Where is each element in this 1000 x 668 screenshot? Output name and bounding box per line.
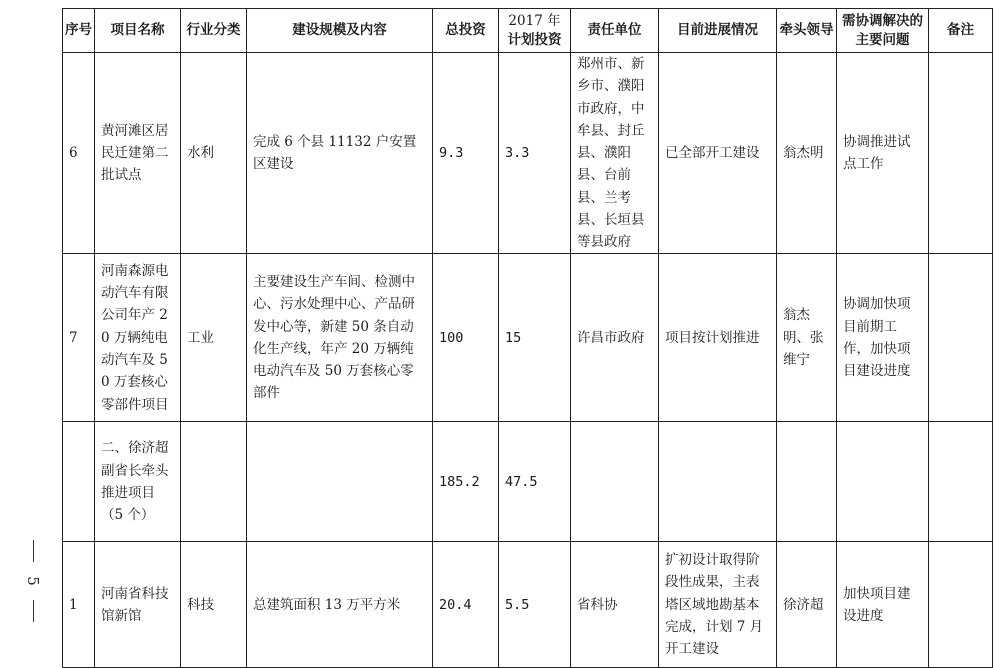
cell-progress: 扩初设计取得阶段性成果，主表塔区域地勘基本完成，计划 7 月开工建设 bbox=[659, 542, 777, 668]
cell-industry bbox=[181, 422, 247, 542]
cell-leader bbox=[777, 422, 837, 542]
cell-scope: 总建筑面积 13 万平方米 bbox=[247, 542, 433, 668]
cell-industry: 工业 bbox=[181, 254, 247, 422]
cell-industry: 水利 bbox=[181, 53, 247, 254]
header-industry: 行业分类 bbox=[181, 9, 247, 53]
header-name: 项目名称 bbox=[95, 9, 181, 53]
cell-leader: 翁杰明、张维宁 bbox=[777, 254, 837, 422]
cell-name: 河南森源电动汽车有限公司年产 20 万辆纯电动汽车及 50 万套核心零部件项目 bbox=[95, 254, 181, 422]
cell-plan: 47.5 bbox=[499, 422, 571, 542]
table-row bbox=[63, 542, 993, 668]
cell-issue: 协调加快项目前期工作，加快项目建设进度 bbox=[837, 254, 929, 422]
cell-seq: 7 bbox=[63, 254, 95, 422]
cell-name: 二、徐济超副省长牵头推进项目（5 个） bbox=[95, 422, 181, 542]
project-table bbox=[62, 8, 993, 668]
cell-remark bbox=[929, 422, 993, 542]
cell-unit bbox=[571, 422, 659, 542]
cell-scope bbox=[247, 422, 433, 542]
header-issue-line1: 需协调解决的 bbox=[842, 13, 923, 30]
cell-name: 河南省科技馆新馆 bbox=[95, 542, 181, 668]
header-scope: 建设规模及内容 bbox=[247, 9, 433, 53]
cell-issue: 协调推进试点工作 bbox=[837, 53, 929, 254]
cell-total: 185.2 bbox=[433, 422, 499, 542]
cell-plan: 5.5 bbox=[499, 542, 571, 668]
cell-remark bbox=[929, 542, 993, 668]
cell-unit: 许昌市政府 bbox=[571, 254, 659, 422]
cell-industry: 科技 bbox=[181, 542, 247, 668]
cell-name: 黄河滩区居民迁建第二批试点 bbox=[95, 53, 181, 254]
cell-total: 20.4 bbox=[433, 542, 499, 668]
cell-issue: 加快项目建设进度 bbox=[837, 542, 929, 668]
cell-progress: 已全部开工建设 bbox=[659, 53, 777, 254]
header-plan-year: 2017 年 bbox=[508, 13, 561, 30]
header-leader: 牵头领导 bbox=[777, 9, 837, 53]
page-number bbox=[22, 540, 44, 630]
page-number-dash-top bbox=[33, 540, 34, 562]
cell-seq: 6 bbox=[63, 53, 95, 254]
table-row bbox=[63, 53, 993, 254]
cell-scope: 主要建设生产车间、检测中心、污水处理中心、产品研发中心等，新建 50 条自动化生产线，年产 20 万辆纯电动汽车及 50 万套核心零部件 bbox=[247, 254, 433, 422]
header-total: 总投资 bbox=[433, 9, 499, 53]
header-remark: 备注 bbox=[929, 9, 993, 53]
cell-progress: 项目按计划推进 bbox=[659, 254, 777, 422]
cell-remark bbox=[929, 53, 993, 254]
page-number-text: 5 bbox=[23, 576, 42, 586]
header-issue bbox=[837, 9, 929, 53]
cell-seq: 1 bbox=[63, 542, 95, 668]
cell-issue bbox=[837, 422, 929, 542]
cell-plan: 3.3 bbox=[499, 53, 571, 254]
cell-progress bbox=[659, 422, 777, 542]
header-plan-label: 计划投资 bbox=[507, 31, 562, 48]
header-plan bbox=[499, 9, 571, 53]
cell-leader: 翁杰明 bbox=[777, 53, 837, 254]
table-header-row bbox=[63, 9, 993, 53]
header-issue-line2: 主要问题 bbox=[855, 31, 910, 48]
cell-remark bbox=[929, 254, 993, 422]
header-seq: 序号 bbox=[63, 9, 95, 53]
cell-total: 9.3 bbox=[433, 53, 499, 254]
cell-unit: 省科协 bbox=[571, 542, 659, 668]
table-row bbox=[63, 254, 993, 422]
header-progress: 目前进展情况 bbox=[659, 9, 777, 53]
cell-seq bbox=[63, 422, 95, 542]
cell-unit: 郑州市、新乡市、濮阳市政府，中牟县、封丘县、濮阳县、台前县、兰考县、长垣县等县政府 bbox=[571, 53, 659, 254]
cell-plan: 15 bbox=[499, 254, 571, 422]
cell-scope: 完成 6 个县 11132 户安置区建设 bbox=[247, 53, 433, 254]
cell-leader: 徐济超 bbox=[777, 542, 837, 668]
cell-total: 100 bbox=[433, 254, 499, 422]
header-unit: 责任单位 bbox=[571, 9, 659, 53]
page-number-dash-bottom bbox=[33, 600, 34, 622]
table-row-section bbox=[63, 422, 993, 542]
